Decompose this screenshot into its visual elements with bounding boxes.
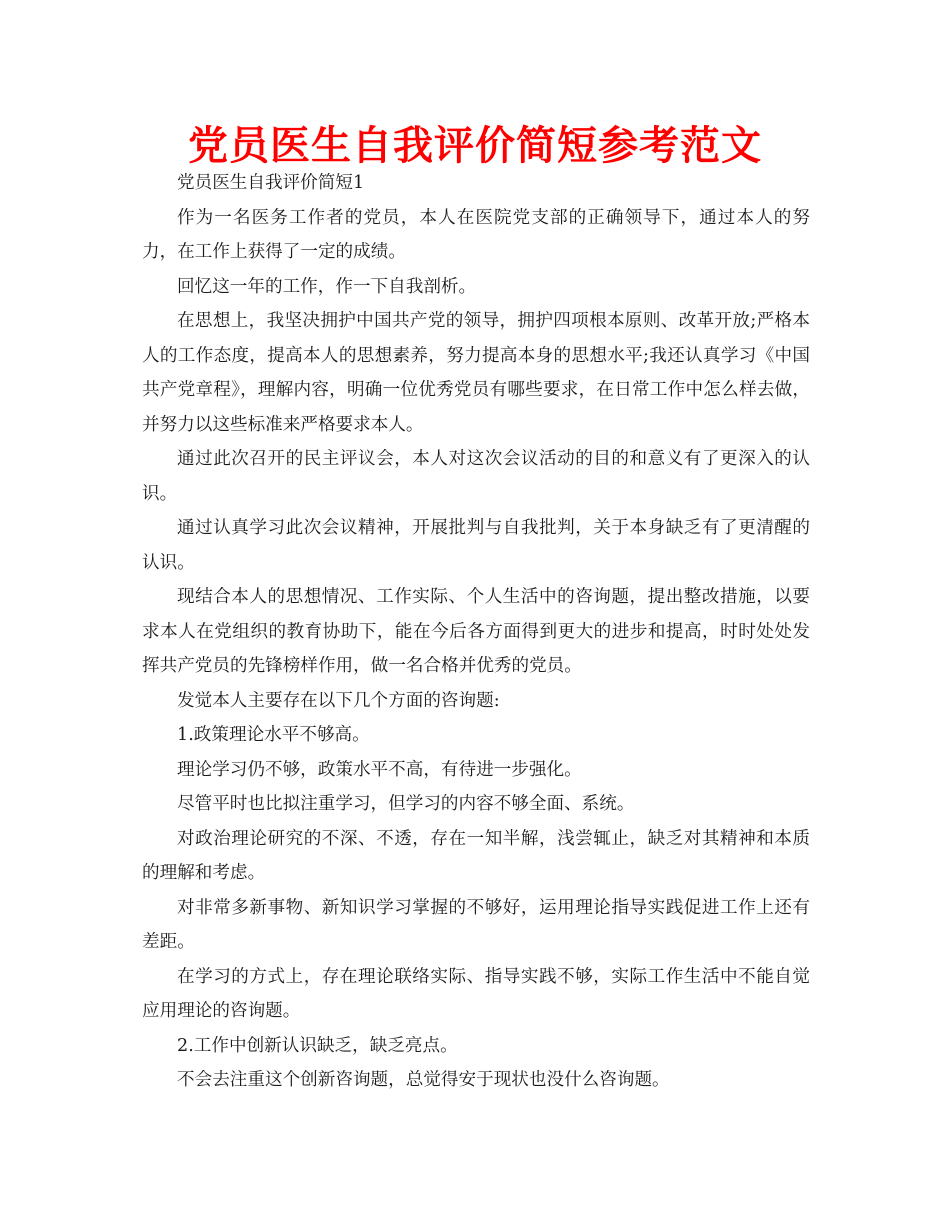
paragraph: 回忆这一年的工作，作一下自我剖析。 [177,276,477,297]
document-title: 党员医生自我评价简短参考范文 [188,123,762,169]
paragraph: 尽管平时也比拟注重学习，但学习的内容不够全面、系统。 [177,794,635,814]
paragraph: 对政治理论研究的不深、不透，存在一知半解，浅尝辄止，缺乏对其精神和本质的理解和考虑。 [142,828,810,883]
paragraph: 发觉本人主要存在以下几个方面的咨询题: [177,690,500,711]
paragraph: 现结合本人的思想情况、工作实际、个人生活中的咨询题，提出整改措施，以要求本人在党组织的教育协助下，能在今后各方面得到更大的进步和提高，时时处处发挥共产党员的先锋榜样作用，做一名合格并优秀的党员。 [142,587,810,676]
paragraph: 党员医生自我评价简短1 [177,173,365,193]
paragraph: 在学习的方式上，存在理论联络实际、指导实践不够，实际工作生活中不能自觉应用理论的咨询题。 [142,966,810,1021]
numbered-heading: 1.政策理论水平不够高。 [177,725,370,745]
paragraph: 理论学习仍不够，政策水平不高，有待进一步强化。 [177,759,582,780]
paragraph: 通过认真学习此次会议精神，开展批判与自我批判，关于本身缺乏有了更清醒的认识。 [142,518,810,573]
paragraph: 在思想上，我坚决拥护中国共产党的领导，拥护四项根本原则、改革开放;严格本人的工作态度，提高本人的思想素养，努力提高本身的思想水平;我还认真学习《中国共产党章程》，理解内容，明确一位优秀党员有哪些要求，在日常工作中怎么样去做，并努力以这些标准来严格要求本人。 [142,311,810,435]
paragraph: 通过此次召开的民主评议会，本人对这次会议活动的目的和意义有了更深入的认识。 [142,449,810,504]
paragraph: 不会去注重这个创新咨询题，总觉得安于现状也没什么咨询题。 [177,1070,670,1090]
paragraph: 作为一名医务工作者的党员，本人在医院党支部的正确领导下，通过本人的努力，在工作上获得了一定的成绩。 [142,207,810,262]
paragraph: 对非常多新事物、新知识学习掌握的不够好，运用理论指导实践促进工作上还有差距。 [142,897,810,952]
document-body [142,166,810,1098]
numbered-heading: 2.工作中创新认识缺乏，缺乏亮点。 [177,1035,458,1056]
